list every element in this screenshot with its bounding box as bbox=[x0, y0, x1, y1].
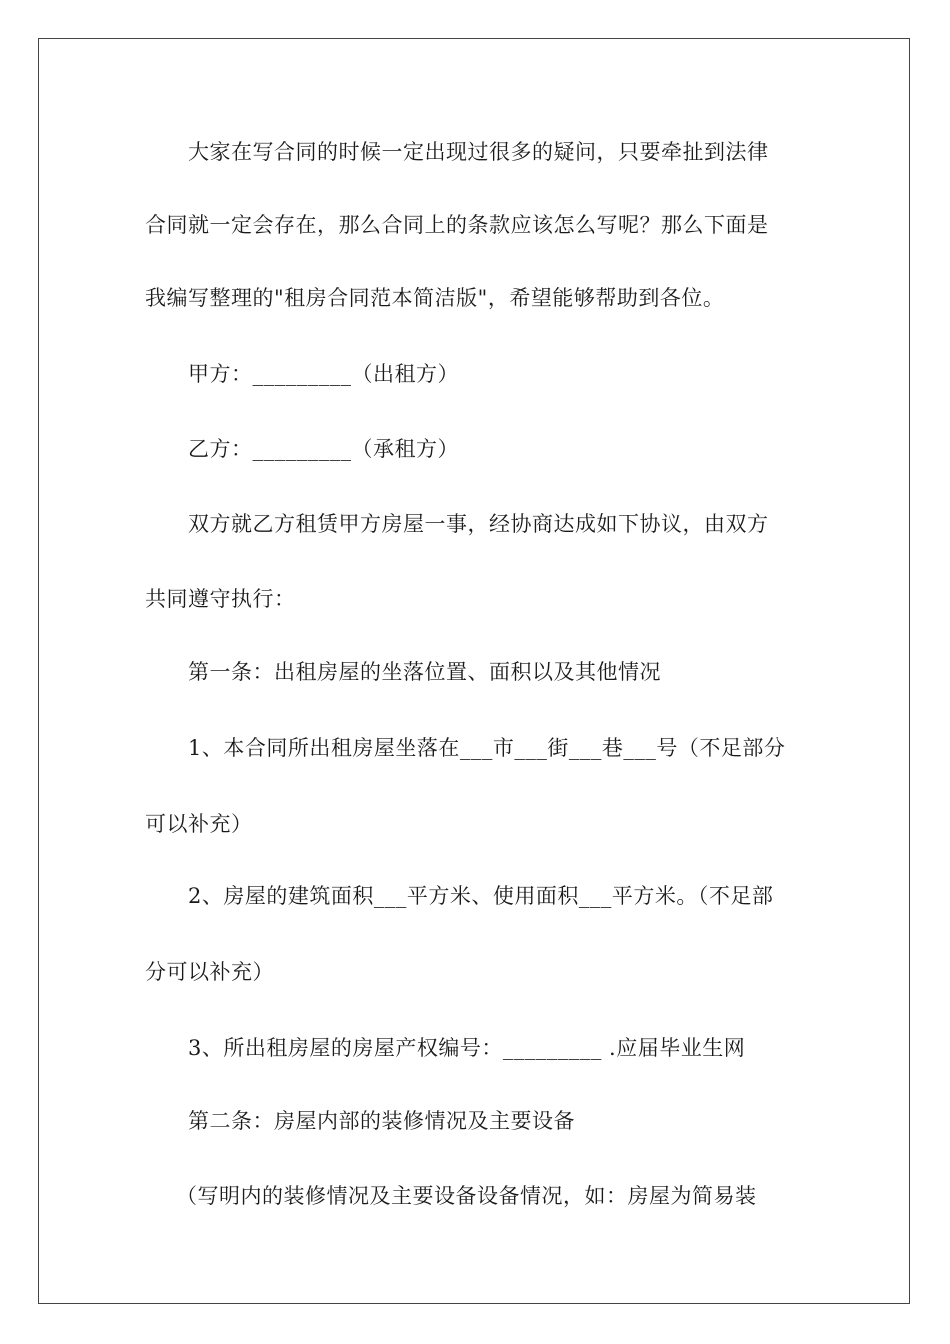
agreement-line-1: 双方就乙方租赁甲方房屋一事，经协商达成如下协议，由双方 bbox=[188, 512, 769, 536]
article-2-note-line: （写明内的装修情况及主要设备设备情况，如：房屋为简易装 bbox=[176, 1184, 757, 1208]
paragraph-intro-line-2: 合同就一定会存在，那么合同上的条款应该怎么写呢？那么下面是 bbox=[145, 213, 769, 237]
clause-1-3-line: 3、所出租房屋的房屋产权编号：_________ .应届毕业生网 bbox=[188, 1036, 746, 1060]
party-a-line: 甲方：_________（出租方） bbox=[188, 362, 459, 386]
clause-1-2-line-1: 2、房屋的建筑面积___平方米、使用面积___平方米。（不足部 bbox=[188, 884, 774, 908]
article-1-heading: 第一条：出租房屋的坐落位置、面积以及其他情况 bbox=[188, 660, 661, 684]
clause-1-2-line-2: 分可以补充） bbox=[145, 960, 274, 984]
paragraph-intro-line-3: 我编写整理的"租房合同范本简洁版"，希望能够帮助到各位。 bbox=[145, 286, 725, 310]
clause-1-1-line-2: 可以补充） bbox=[145, 812, 253, 836]
paragraph-intro-line-1: 大家在写合同的时候一定出现过很多的疑问，只要牵扯到法律 bbox=[188, 140, 769, 164]
party-b-line: 乙方：_________（承租方） bbox=[188, 437, 459, 461]
agreement-line-2: 共同遵守执行： bbox=[145, 587, 296, 611]
article-2-heading: 第二条：房屋内部的装修情况及主要设备 bbox=[188, 1109, 575, 1133]
clause-1-1-line-1: 1、本合同所出租房屋坐落在___市___街___巷___号（不足部分 bbox=[188, 736, 786, 760]
